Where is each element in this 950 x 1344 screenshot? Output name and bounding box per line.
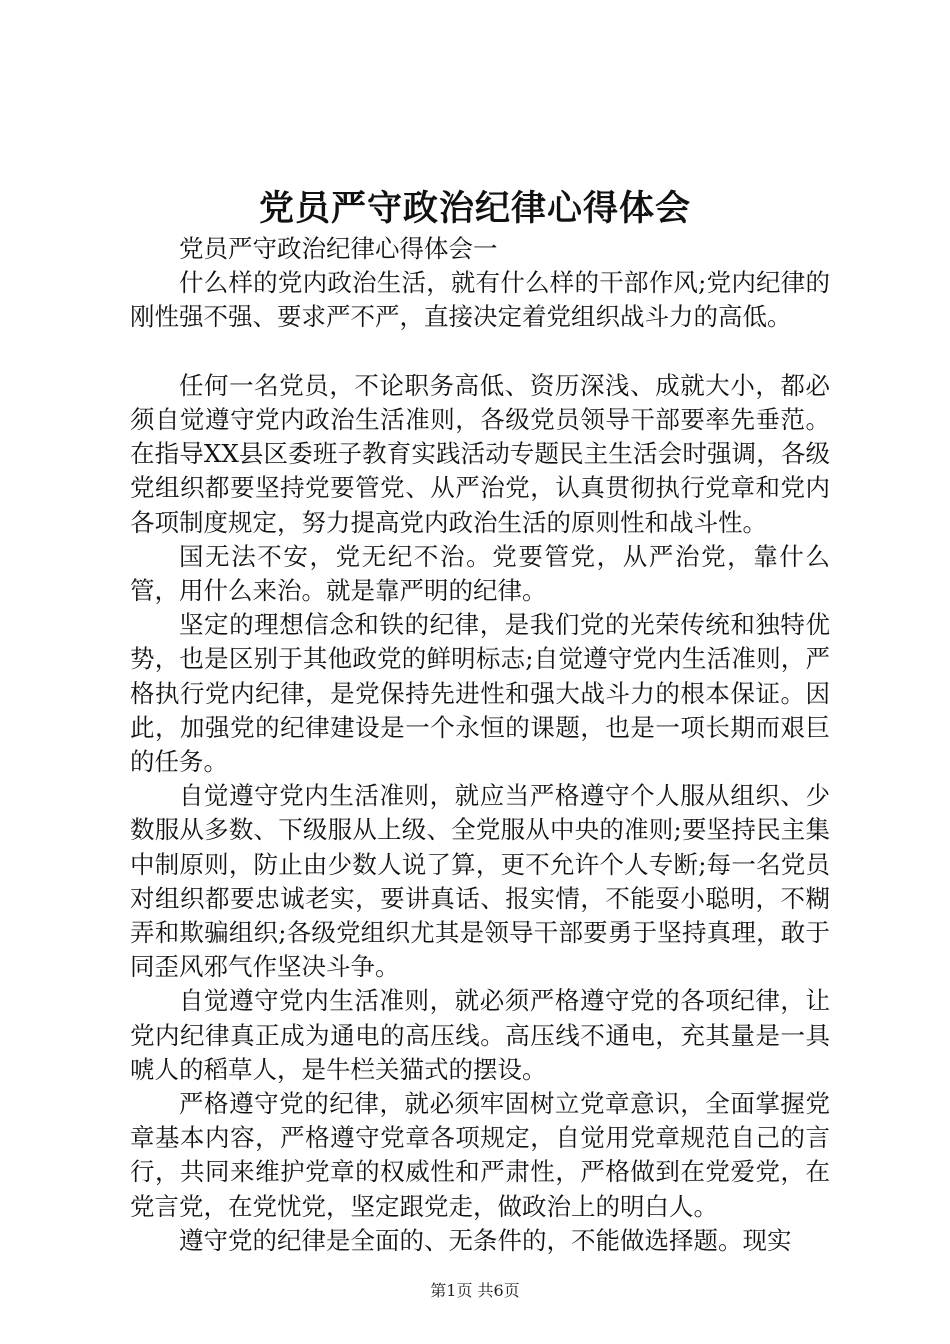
paragraph: 任何一名党员，不论职务高低、资历深浅、成就大小，都必须自觉遵守党内政治生活准则，各级党员领导干部要率先垂范。在指导XX县区委班子教育实践活动专题民主生活会时强调，各级党组织都要坚持党要管党、从严治党，认真贯彻执行党章和党内各项制度规定，努力提高党内政治生活的原则性和战斗性。 — [130, 370, 830, 537]
paragraph: 遵守党的纪律是全面的、无条件的，不能做选择题。现实 — [179, 1225, 792, 1255]
paragraph: 自觉遵守党内生活准则，就应当严格遵守个人服从组织、少数服从多数、下级服从上级、全党服从中央的准则;要坚持民主集中制原则，防止由少数人说了算，更不允许个人专断;每一名党员对组织都要忠诚老实，要讲真话、报实情，不能耍小聪明，不糊弄和欺骗组织;各级党组织尤其是领导干部要勇于坚持真理，敢于同歪风邪气作坚决斗争。 — [130, 781, 830, 982]
paragraph: 什么样的党内政治生活，就有什么样的干部作风;党内纪律的刚性强不强、要求严不严，直接决定着党组织战斗力的高低。 — [130, 268, 830, 332]
paragraph: 国无法不安，党无纪不治。党要管党，从严治党，靠什么管，用什么来治。就是靠严明的纪律。 — [130, 541, 830, 606]
document-body — [130, 232, 830, 1258]
paragraph: 严格遵守党的纪律，就必须牢固树立党章意识，全面掌握党章基本内容，严格遵守党章各项规定，自觉用党章规范自己的言行，共同来维护党章的权威性和严肃性，严格做到在党爱党，在党言党，在党忧党，坚定跟党走，做政治上的明白人。 — [130, 1089, 830, 1221]
paragraph: 坚定的理想信念和铁的纪律，是我们党的光荣传统和独特优势，也是区别于其他政党的鲜明标志;自觉遵守党内生活准则，严格执行党内纪律，是党保持先进性和强大战斗力的根本保证。因此，加强党的纪律建设是一个永恒的课题，也是一项长期而艰巨的任务。 — [130, 610, 830, 777]
paragraph-subtitle: 党员严守政治纪律心得体会一 — [179, 234, 498, 263]
paragraph: 自觉遵守党内生活准则，就必须严格遵守党的各项纪律，让党内纪律真正成为通电的高压线。高压线不通电，充其量是一具唬人的稻草人，是牛栏关猫式的摆设。 — [130, 986, 830, 1084]
document-title: 党员严守政治纪律心得体会 — [258, 188, 691, 229]
page-number-footer: 第1页 共6页 — [430, 1281, 520, 1300]
